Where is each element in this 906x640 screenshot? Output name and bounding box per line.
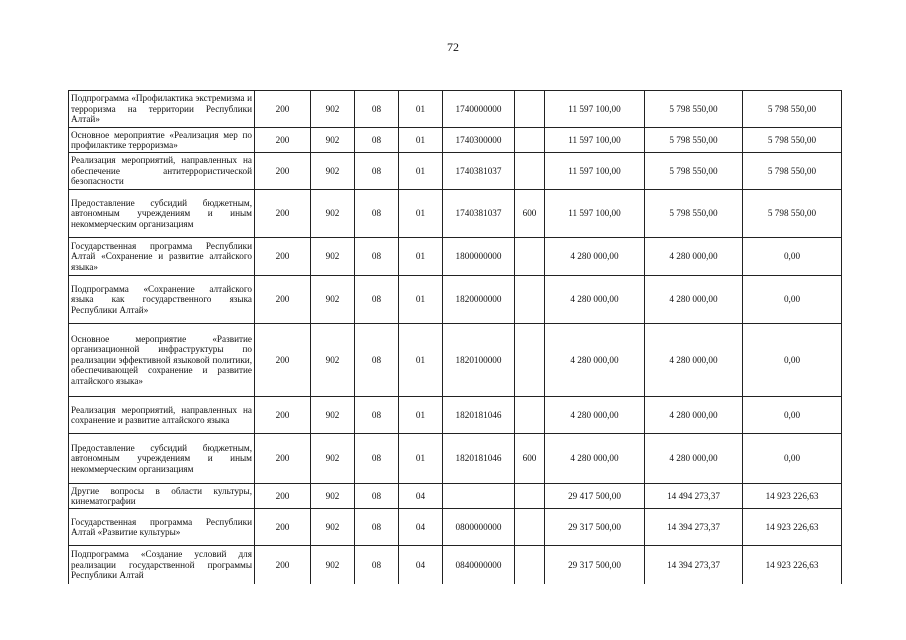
cell-sum-2: 4 280 000,00 [645, 238, 743, 276]
row-name: Предоставление субсидий бюджетным, автономным учреждениям и иным некоммерческим организациям [69, 434, 255, 484]
cell-ved: 902 [311, 276, 355, 324]
cell-sum-2: 4 280 000,00 [645, 434, 743, 484]
row-name: Реализация мероприятий, направленных на обеспечение антитеррористической безопасности [69, 153, 255, 190]
cell-sum-3: 5 798 550,00 [743, 190, 842, 238]
cell-target-article: 0800000000 [443, 509, 515, 546]
cell-target-article: 1740300000 [443, 128, 515, 153]
cell-subsection: 01 [399, 128, 443, 153]
cell-expense-type [515, 324, 545, 397]
table-row [69, 546, 842, 584]
cell-section: 08 [355, 190, 399, 238]
table-row [69, 324, 842, 397]
budget-table-body [69, 91, 842, 584]
cell-expense-type [515, 238, 545, 276]
cell-section: 08 [355, 397, 399, 434]
cell-target-article: 1820181046 [443, 434, 515, 484]
cell-ved: 902 [311, 153, 355, 190]
cell-section: 08 [355, 434, 399, 484]
cell-sum-3: 0,00 [743, 324, 842, 397]
cell-subsection: 01 [399, 324, 443, 397]
row-name: Реализация мероприятий, направленных на сохранение и развитие алтайского языка [69, 397, 255, 434]
cell-grbs: 200 [255, 509, 311, 546]
cell-section: 08 [355, 324, 399, 397]
cell-expense-type [515, 276, 545, 324]
table-row [69, 434, 842, 484]
cell-target-article: 0840000000 [443, 546, 515, 584]
row-name: Другие вопросы в области культуры, кинематографии [69, 484, 255, 509]
cell-subsection: 04 [399, 546, 443, 584]
cell-sum-2: 4 280 000,00 [645, 397, 743, 434]
cell-expense-type: 600 [515, 190, 545, 238]
cell-subsection: 01 [399, 190, 443, 238]
cell-target-article [443, 484, 515, 509]
cell-expense-type [515, 128, 545, 153]
cell-sum-3: 0,00 [743, 238, 842, 276]
cell-sum-2: 5 798 550,00 [645, 128, 743, 153]
cell-ved: 902 [311, 509, 355, 546]
cell-sum-1: 29 317 500,00 [545, 509, 645, 546]
cell-sum-2: 5 798 550,00 [645, 91, 743, 128]
row-name: Подпрограмма «Создание условий для реализации государственной программы Республики Алтай [69, 546, 255, 584]
cell-grbs: 200 [255, 546, 311, 584]
cell-sum-3: 14 923 226,63 [743, 484, 842, 509]
cell-expense-type [515, 484, 545, 509]
table-row [69, 509, 842, 546]
cell-target-article: 1740381037 [443, 153, 515, 190]
cell-sum-1: 4 280 000,00 [545, 397, 645, 434]
cell-target-article: 1740000000 [443, 91, 515, 128]
cell-target-article: 1740381037 [443, 190, 515, 238]
cell-expense-type [515, 509, 545, 546]
cell-sum-3: 0,00 [743, 434, 842, 484]
cell-sum-1: 4 280 000,00 [545, 434, 645, 484]
cell-sum-2: 4 280 000,00 [645, 276, 743, 324]
cell-expense-type [515, 153, 545, 190]
row-name: Основное мероприятие «Развитие организационной инфраструктуры по реализации эффективной языковой политики, обеспечивающей сохранение и развитие алтайского языка» [69, 324, 255, 397]
cell-sum-1: 4 280 000,00 [545, 276, 645, 324]
cell-sum-3: 5 798 550,00 [743, 153, 842, 190]
cell-ved: 902 [311, 190, 355, 238]
row-name: Государственная программа Республики Алтай «Сохранение и развитие алтайского языка» [69, 238, 255, 276]
cell-sum-1: 11 597 100,00 [545, 128, 645, 153]
cell-section: 08 [355, 509, 399, 546]
cell-sum-2: 14 494 273,37 [645, 484, 743, 509]
row-name: Основное мероприятие «Реализация мер по профилактике терроризма» [69, 128, 255, 153]
cell-subsection: 01 [399, 434, 443, 484]
cell-expense-type [515, 546, 545, 584]
table-row [69, 276, 842, 324]
cell-ved: 902 [311, 546, 355, 584]
table-row [69, 190, 842, 238]
cell-grbs: 200 [255, 484, 311, 509]
cell-sum-1: 4 280 000,00 [545, 238, 645, 276]
cell-target-article: 1820000000 [443, 276, 515, 324]
cell-subsection: 01 [399, 153, 443, 190]
cell-grbs: 200 [255, 128, 311, 153]
cell-sum-1: 4 280 000,00 [545, 324, 645, 397]
cell-sum-2: 5 798 550,00 [645, 190, 743, 238]
cell-section: 08 [355, 484, 399, 509]
cell-sum-2: 14 394 273,37 [645, 509, 743, 546]
cell-sum-3: 0,00 [743, 397, 842, 434]
cell-sum-1: 11 597 100,00 [545, 91, 645, 128]
table-row [69, 91, 842, 128]
cell-ved: 902 [311, 128, 355, 153]
table-row [69, 397, 842, 434]
cell-ved: 902 [311, 397, 355, 434]
cell-sum-1: 11 597 100,00 [545, 153, 645, 190]
cell-section: 08 [355, 276, 399, 324]
cell-grbs: 200 [255, 238, 311, 276]
cell-target-article: 1820100000 [443, 324, 515, 397]
table-row [69, 153, 842, 190]
cell-section: 08 [355, 153, 399, 190]
cell-ved: 902 [311, 238, 355, 276]
cell-subsection: 01 [399, 91, 443, 128]
cell-sum-3: 5 798 550,00 [743, 91, 842, 128]
cell-subsection: 04 [399, 484, 443, 509]
cell-expense-type [515, 91, 545, 128]
table-row [69, 484, 842, 509]
cell-expense-type: 600 [515, 434, 545, 484]
cell-grbs: 200 [255, 91, 311, 128]
cell-sum-2: 4 280 000,00 [645, 324, 743, 397]
cell-sum-3: 5 798 550,00 [743, 128, 842, 153]
cell-ved: 902 [311, 434, 355, 484]
cell-ved: 902 [311, 324, 355, 397]
table-row [69, 128, 842, 153]
cell-section: 08 [355, 128, 399, 153]
cell-sum-3: 14 923 226,63 [743, 546, 842, 584]
cell-ved: 902 [311, 91, 355, 128]
row-name: Предоставление субсидий бюджетным, автономным учреждениям и иным некоммерческим организациям [69, 190, 255, 238]
cell-sum-1: 29 317 500,00 [545, 546, 645, 584]
cell-subsection: 01 [399, 276, 443, 324]
cell-target-article: 1800000000 [443, 238, 515, 276]
cell-section: 08 [355, 546, 399, 584]
cell-ved: 902 [311, 484, 355, 509]
cell-grbs: 200 [255, 324, 311, 397]
cell-grbs: 200 [255, 276, 311, 324]
page-number: 72 [447, 40, 459, 54]
cell-expense-type [515, 397, 545, 434]
cell-section: 08 [355, 238, 399, 276]
cell-subsection: 01 [399, 238, 443, 276]
cell-sum-2: 14 394 273,37 [645, 546, 743, 584]
cell-grbs: 200 [255, 434, 311, 484]
cell-grbs: 200 [255, 397, 311, 434]
cell-target-article: 1820181046 [443, 397, 515, 434]
cell-sum-3: 0,00 [743, 276, 842, 324]
cell-sum-3: 14 923 226,63 [743, 509, 842, 546]
row-name: Государственная программа Республики Алтай «Развитие культуры» [69, 509, 255, 546]
cell-sum-2: 5 798 550,00 [645, 153, 743, 190]
cell-section: 08 [355, 91, 399, 128]
cell-subsection: 04 [399, 509, 443, 546]
cell-sum-1: 29 417 500,00 [545, 484, 645, 509]
cell-subsection: 01 [399, 397, 443, 434]
cell-sum-1: 11 597 100,00 [545, 190, 645, 238]
cell-grbs: 200 [255, 190, 311, 238]
budget-table [68, 90, 842, 584]
row-name: Подпрограмма «Сохранение алтайского языка как государственного языка Республики Алтай» [69, 276, 255, 324]
row-name: Подпрограмма «Профилактика экстремизма и терроризма на территории Республики Алтай» [69, 91, 255, 128]
cell-grbs: 200 [255, 153, 311, 190]
table-row [69, 238, 842, 276]
